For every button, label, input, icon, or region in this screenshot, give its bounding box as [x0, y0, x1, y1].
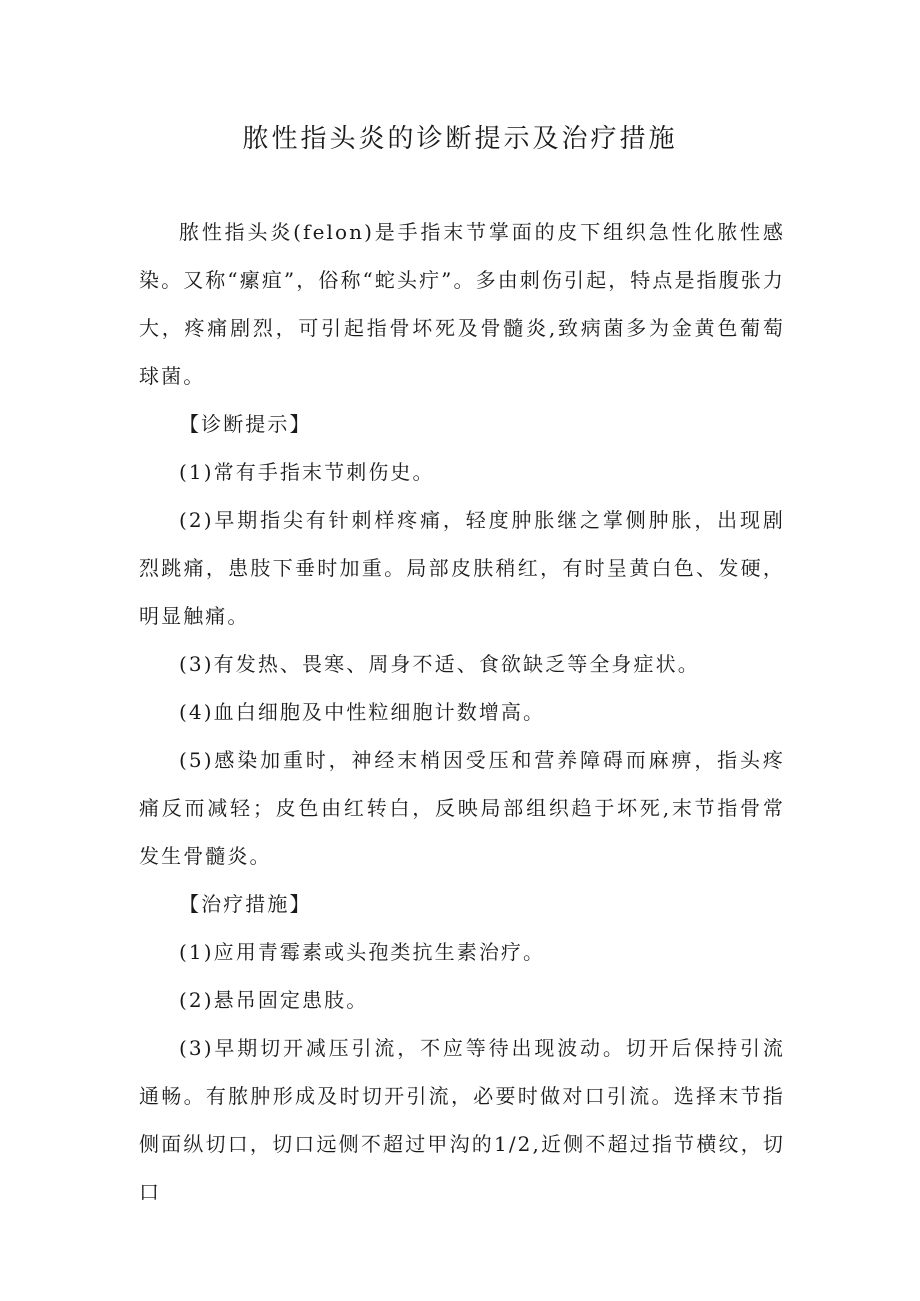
diagnosis-item-2: (2)早期指尖有针刺样疼痛，轻度肿胀继之掌侧肿胀，出现剧烈跳痛，患肢下垂时加重。局部皮肤稍红，有时呈黄白色、发硬，明显触痛。 [139, 508, 785, 628]
diagnosis-item-5: (5)感染加重时，神经末梢因受压和营养障碍而麻痹，指头疼痛反而减轻；皮色由红转白，反映局部组织趋于坏死,末节指骨常发生骨髓炎。 [139, 748, 785, 868]
treatment-item-2: (2)悬吊固定患肢。 [179, 988, 369, 1012]
diagnosis-item-4: (4)血白细胞及中性粒细胞计数增高。 [179, 700, 546, 724]
diagnosis-item-1: (1)常有手指末节刺伤史。 [179, 460, 435, 484]
intro-paragraph: 脓性指头炎(felon)是手指末节掌面的皮下组织急性化脓性感染。又称“瘰疽”，俗称“蛇头疔”。多由刺伤引起，特点是指腹张力大，疼痛剧烈，可引起指骨坏死及骨髓炎,致病菌多为金黄色葡萄球菌。 [139, 220, 785, 388]
treatment-item-1: (1)应用青霉素或头孢类抗生素治疗。 [179, 940, 546, 964]
document-title: 脓性指头炎的诊断提示及治疗措施 [242, 124, 678, 154]
diagnosis-heading: 【诊断提示】 [179, 412, 312, 436]
document-body [139, 208, 785, 1216]
treatment-item-3: (3)早期切开减压引流，不应等待出现波动。切开后保持引流通畅。有脓肿形成及时切开引流，必要时做对口引流。选择末节指侧面纵切口，切口远侧不超过甲沟的1/2,近侧不超过指节横纹，切口 [139, 1036, 785, 1204]
treatment-heading: 【治疗措施】 [179, 892, 312, 916]
diagnosis-item-3: (3)有发热、畏寒、周身不适、食欲缺乏等全身症状。 [179, 652, 700, 676]
